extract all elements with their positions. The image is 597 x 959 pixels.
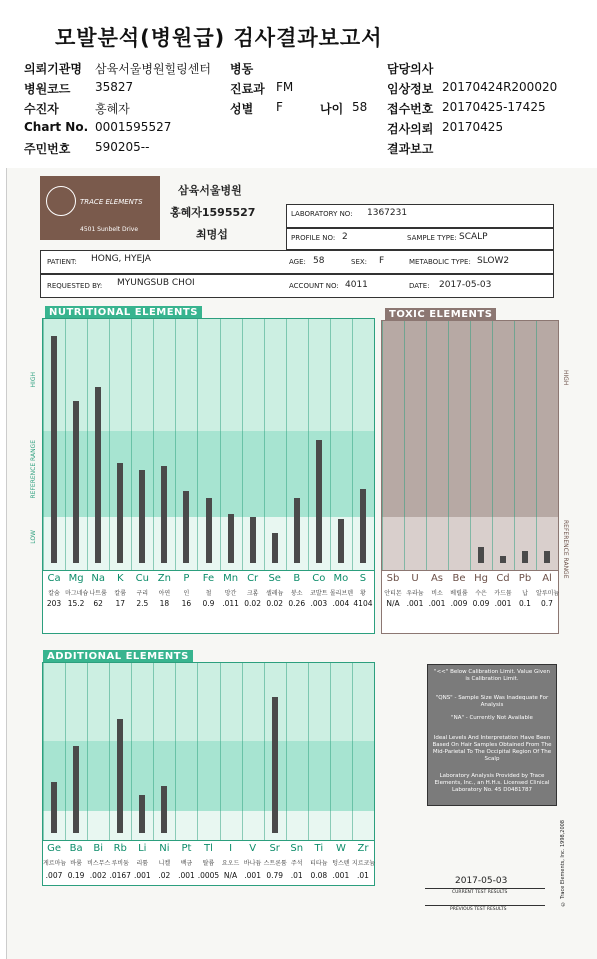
element-name: 리튬	[136, 860, 149, 867]
account-no: 4011	[345, 280, 368, 290]
element-value: 15.2	[67, 599, 85, 608]
element-symbol: Mn	[223, 573, 239, 584]
element-name: 마그네슘	[65, 590, 89, 597]
footer-divider	[425, 888, 545, 889]
column-divider	[404, 321, 405, 571]
element-name: 카드뮴	[494, 590, 512, 597]
requested-by: MYUNGSUB CHOI	[117, 278, 195, 288]
legend-note: "QNS" - Sample Size Was Inadequate For Analysis	[435, 695, 549, 708]
element-value: .01	[290, 871, 303, 880]
element-bar	[272, 697, 278, 833]
copyright: © Trace Elements, Inc. 1998,2008	[560, 820, 566, 907]
element-bar	[500, 556, 506, 563]
header-label: 검사의뢰	[387, 122, 434, 136]
element-name: 티타늄	[310, 860, 328, 867]
element-symbol: Sr	[269, 843, 280, 854]
element-name: 게르마늄	[43, 860, 67, 867]
column-divider	[470, 321, 471, 571]
element-symbol: Cu	[135, 573, 149, 584]
element-name: 텅스텐	[332, 860, 350, 867]
profile-no: 2	[342, 232, 348, 242]
element-bar	[183, 491, 189, 563]
legend-note: Laboratory Analysis Provided by Trace Elements, Inc., an H.H.s. Licensed Clinical Laboratory No. 45 D0481787	[434, 773, 550, 793]
header-label: Chart No.	[24, 120, 89, 134]
profile-box	[286, 228, 554, 250]
element-bar	[73, 746, 79, 833]
element-value: .011	[222, 599, 239, 608]
toxic-values	[381, 570, 559, 634]
element-value: .001	[494, 599, 512, 608]
account-label: ACCOUNT NO:	[289, 282, 339, 290]
element-symbol: Tl	[204, 843, 213, 854]
logo-text: TRACE ELEMENTS	[80, 198, 143, 206]
legend-notes	[427, 664, 557, 806]
element-name: 지르코늄	[351, 860, 376, 867]
header-value: 홍혜자	[95, 102, 130, 116]
element-value: .01	[356, 871, 369, 880]
element-bar	[272, 533, 278, 563]
element-symbol: Ca	[47, 573, 61, 584]
element-value: 2.5	[136, 599, 149, 608]
column-divider	[43, 319, 44, 571]
stamp-hospital: 삼육서울병원	[178, 184, 242, 197]
profile-label: PROFILE NO:	[291, 234, 336, 242]
column-divider	[131, 319, 132, 571]
element-symbol: Sn	[290, 843, 304, 854]
element-symbol: Pt	[181, 843, 192, 854]
element-value: 18	[159, 599, 170, 608]
element-name: 코발트	[310, 590, 328, 597]
element-name: 나트륨	[89, 590, 107, 597]
patient-name: HONG, HYEJA	[91, 254, 151, 264]
element-bar	[51, 782, 57, 833]
element-value: 0.7	[541, 599, 553, 608]
element-value: 0.79	[266, 871, 284, 880]
column-divider	[264, 663, 265, 841]
column-divider	[492, 321, 493, 571]
column-divider	[242, 319, 243, 571]
toxic-chart	[381, 320, 559, 572]
element-value: .001	[178, 871, 195, 880]
header-value: 20170424R200020	[442, 80, 558, 94]
element-value: 4104	[353, 599, 373, 608]
add-high-band	[43, 663, 374, 741]
requested-row	[40, 274, 554, 298]
column-divider	[109, 663, 110, 841]
element-bar	[228, 514, 234, 563]
element-name: 안티몬	[384, 590, 402, 597]
element-name: 스트론튬	[263, 860, 287, 867]
element-name: 칼륨	[114, 590, 127, 597]
element-name: 셀레늄	[265, 590, 284, 597]
element-symbol: P	[183, 573, 190, 584]
header-label: 병원코드	[24, 82, 71, 96]
element-name: 수은	[475, 590, 487, 597]
header-label: 성별	[230, 102, 254, 116]
header-value: 20170425-17425	[442, 100, 546, 114]
column-divider	[131, 663, 132, 841]
element-symbol: Hg	[474, 573, 488, 584]
element-symbol: Ni	[159, 843, 170, 854]
element-value: 0.02	[266, 599, 284, 608]
column-divider	[175, 319, 176, 571]
element-name: 비소	[431, 590, 443, 597]
header-label: 주민번호	[24, 142, 71, 156]
element-bar	[117, 719, 123, 833]
element-bar	[73, 401, 79, 563]
element-symbol: Fe	[202, 573, 215, 584]
element-value: .002	[89, 871, 107, 880]
column-divider	[536, 321, 537, 571]
header-label: 결과보고	[387, 142, 434, 156]
element-name: 백금	[180, 860, 193, 867]
column-divider	[220, 663, 221, 841]
element-name: 루비듐	[111, 860, 129, 867]
nut-high-label: HIGH	[30, 372, 37, 388]
column-divider	[87, 319, 88, 571]
additional-title: ADDITIONAL ELEMENTS	[43, 650, 193, 663]
element-symbol: Be	[452, 573, 466, 584]
element-value: N/A	[223, 871, 238, 880]
header-label: 의뢰기관명	[24, 62, 82, 76]
element-name: 크롬	[246, 590, 259, 597]
sample-label: SAMPLE TYPE:	[407, 234, 457, 242]
header-value: 0001595527	[95, 120, 172, 134]
element-name: 몰리브덴	[329, 590, 354, 597]
tei-logo-icon	[46, 186, 76, 216]
stamp-patient-id: 홍혜자1595527	[170, 206, 256, 219]
element-name: 베릴륨	[450, 590, 468, 597]
header-value: 삼육서울병원힐링센터	[95, 62, 211, 76]
header-value: 590205--	[95, 140, 150, 154]
element-value: .007	[45, 871, 63, 880]
header-label: 접수번호	[387, 102, 434, 116]
header-value: 20170425	[442, 120, 504, 134]
element-symbol: Ge	[47, 843, 61, 854]
element-name: 비스무스	[87, 860, 111, 867]
element-value: 0.02	[244, 599, 261, 608]
tox-high-label: HIGH	[562, 370, 569, 386]
element-bar	[139, 795, 145, 833]
element-value: .0167	[109, 871, 131, 880]
stamp-doctor: 최명섭	[196, 228, 228, 241]
legend-note: "NA" - Currently Not Available	[451, 715, 533, 721]
element-symbol: Rb	[113, 843, 127, 854]
element-value: 17	[115, 599, 125, 608]
element-symbol: Na	[91, 573, 105, 584]
element-name: 우라늄	[406, 590, 424, 597]
element-name: 바나듐	[243, 860, 262, 867]
column-divider	[109, 319, 110, 571]
element-value: 0.1	[519, 599, 531, 608]
element-name: 인	[183, 590, 190, 597]
element-name: 납	[522, 590, 528, 597]
column-divider	[87, 663, 88, 841]
metabolic-label: METABOLIC TYPE:	[409, 258, 471, 266]
element-value: .001	[244, 871, 261, 880]
element-value: 0.9	[202, 599, 215, 608]
sex: F	[379, 256, 385, 266]
logo-address: 4501 Sunbelt Drive	[80, 226, 139, 233]
report-header	[0, 0, 597, 168]
element-symbol: B	[293, 573, 301, 584]
element-symbol: Cd	[496, 573, 510, 584]
element-symbol: W	[335, 843, 346, 854]
element-symbol: Sb	[386, 573, 400, 584]
element-bar	[544, 551, 550, 563]
sex-label: SEX:	[351, 258, 368, 266]
nutritional-title: NUTRITIONAL ELEMENTS	[45, 306, 202, 319]
column-divider	[264, 319, 265, 571]
footer-date: 2017-05-03	[455, 876, 508, 886]
element-value: .003	[310, 599, 328, 608]
element-symbol: Co	[312, 573, 326, 584]
element-value: 62	[93, 599, 103, 608]
element-name: 붕소	[290, 590, 303, 597]
column-divider	[308, 663, 309, 841]
column-divider	[153, 663, 154, 841]
element-symbol: Li	[138, 843, 147, 854]
add-ref-band	[43, 741, 374, 811]
element-bar	[95, 387, 101, 563]
element-name: 황	[360, 590, 366, 597]
column-divider	[65, 319, 66, 571]
header-label: 임상정보	[387, 82, 434, 96]
header-label: 병동	[230, 62, 254, 76]
age: 58	[313, 256, 325, 266]
element-symbol: Zr	[357, 843, 369, 854]
column-divider	[448, 321, 449, 571]
column-divider	[43, 663, 44, 841]
lab-no-box	[286, 204, 554, 228]
element-value: 0.08	[310, 871, 328, 880]
element-symbol: S	[359, 573, 367, 584]
element-value: .001	[133, 871, 151, 880]
metabolic-type: SLOW2	[477, 256, 510, 266]
element-bar	[206, 498, 212, 563]
element-value: 16	[181, 599, 192, 608]
current-results-label: CURRENT TEST RESULTS	[452, 890, 508, 895]
element-bar	[338, 519, 344, 563]
element-bar	[250, 517, 256, 563]
nut-ref-label: REFERENCE RANGE	[30, 440, 37, 499]
element-name: 철	[205, 590, 212, 597]
sample-type: SCALP	[459, 232, 488, 242]
column-divider	[286, 319, 287, 571]
nut-low-label: LOW	[30, 530, 37, 544]
element-name: 요오드	[221, 860, 240, 867]
element-symbol: As	[430, 573, 444, 584]
element-bar	[316, 440, 322, 563]
element-bar	[360, 489, 366, 563]
column-divider	[153, 319, 154, 571]
element-value: 0.09	[472, 599, 490, 608]
nutritional-values	[42, 570, 375, 634]
element-symbol: Ti	[314, 843, 324, 854]
previous-results-label: PREVIOUS TEST RESULTS	[450, 907, 507, 912]
header-label: 담당의사	[387, 62, 434, 76]
header-value: FM	[276, 80, 294, 94]
element-value: .001	[332, 871, 350, 880]
lab-no-label: LABORATORY NO:	[291, 210, 353, 218]
element-value: 0.19	[67, 871, 85, 880]
element-value: .001	[428, 599, 446, 608]
element-symbol: Al	[542, 573, 552, 584]
legend-note: Ideal Levels And Interpretation Have Been Based On Hair Samples Obtained From The Mid-Parietal To The Occipital Region Of The Scalp	[432, 735, 552, 762]
nutritional-chart	[42, 318, 375, 572]
element-value: .0005	[197, 871, 220, 880]
column-divider	[330, 663, 331, 841]
column-divider	[330, 319, 331, 571]
column-divider	[426, 321, 427, 571]
element-value: .009	[450, 599, 468, 608]
element-bar	[51, 336, 57, 563]
age-label: AGE:	[289, 258, 306, 266]
column-divider	[382, 321, 383, 571]
header-value: 58	[352, 100, 368, 114]
header-label: 진료과	[230, 82, 265, 96]
element-name: 주석	[290, 860, 303, 867]
element-name: 바륨	[70, 860, 82, 867]
lab-no: 1367231	[367, 208, 408, 218]
column-divider	[308, 319, 309, 571]
additional-values	[42, 840, 375, 886]
element-symbol: Ba	[69, 843, 83, 854]
requested-label: REQUESTED BY:	[47, 282, 103, 290]
legend-note: "<<" Below Calibration Limit. Value Given is Calibration Limit.	[434, 669, 550, 682]
element-symbol: Se	[268, 573, 281, 584]
lab-logo	[40, 176, 160, 240]
patient-row	[40, 250, 554, 274]
element-symbol: Bi	[93, 843, 103, 854]
element-value: 203	[46, 599, 62, 608]
element-symbol: Mo	[333, 573, 349, 584]
high-band	[43, 319, 374, 431]
element-symbol: Cr	[247, 573, 259, 584]
element-symbol: Mg	[68, 573, 84, 584]
element-name: 칼슘	[48, 590, 60, 597]
column-divider	[352, 319, 353, 571]
element-bar	[139, 470, 145, 563]
element-symbol: I	[229, 843, 233, 854]
column-divider	[175, 663, 176, 841]
element-bar	[294, 498, 300, 563]
element-symbol: K	[116, 573, 124, 584]
additional-chart	[42, 662, 375, 842]
element-name: 구리	[136, 590, 149, 597]
element-bar	[117, 463, 123, 563]
column-divider	[220, 319, 221, 571]
header-label: 나이	[320, 102, 344, 116]
element-bar	[478, 547, 484, 563]
element-name: 망간	[224, 590, 237, 597]
element-name: 아연	[158, 590, 171, 597]
element-bar	[522, 551, 528, 563]
element-bar	[161, 786, 167, 833]
element-name: 니켈	[158, 860, 171, 867]
element-symbol: Zn	[157, 573, 171, 584]
element-name: 탈륨	[202, 860, 215, 867]
report-date: 2017-05-03	[439, 280, 492, 290]
header-value: 35827	[95, 80, 134, 94]
element-bar	[161, 466, 167, 563]
column-divider	[514, 321, 515, 571]
column-divider	[286, 663, 287, 841]
header-value: F	[276, 100, 283, 114]
column-divider	[197, 319, 198, 571]
element-name: 알루미늄	[536, 590, 560, 597]
column-divider	[242, 663, 243, 841]
toxic-title: TOXIC ELEMENTS	[385, 308, 496, 321]
element-value: N/A	[386, 599, 400, 608]
element-value: .004	[332, 599, 350, 608]
header-label: 수진자	[24, 102, 59, 116]
element-symbol: Pb	[518, 573, 532, 584]
date-label: DATE:	[409, 282, 430, 290]
column-divider	[197, 663, 198, 841]
column-divider	[352, 663, 353, 841]
element-value: .001	[406, 599, 424, 608]
element-symbol: V	[249, 843, 257, 854]
patient-label: PATIENT:	[47, 258, 77, 266]
element-value: 0.26	[288, 599, 306, 608]
page-title: 모발분석(병원급) 검사결과보고서	[55, 26, 383, 50]
element-symbol: U	[411, 573, 419, 584]
element-value: .02	[158, 871, 171, 880]
column-divider	[65, 663, 66, 841]
tox-ref-label: REFERENCE RANGE	[562, 520, 569, 579]
footer-divider-2	[425, 905, 545, 906]
